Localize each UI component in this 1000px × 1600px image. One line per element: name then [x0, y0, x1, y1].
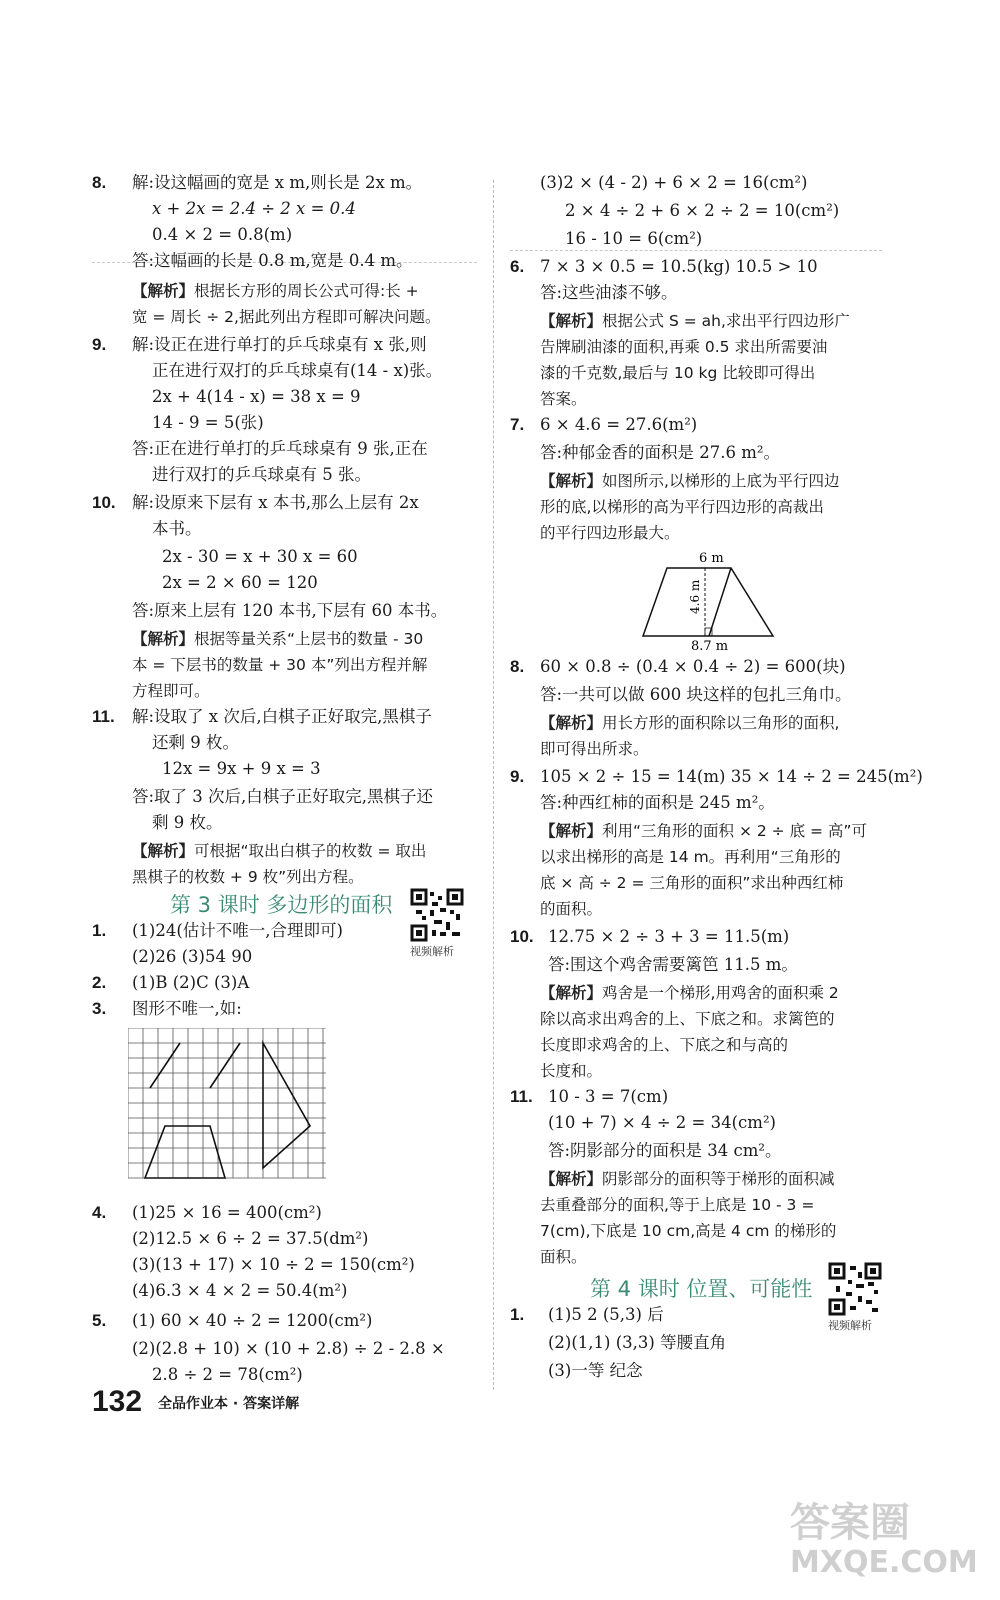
q11-note1	[132, 840, 426, 862]
s4-line3: (3)(13 + 17) × 10 ÷ 2 = 150(cm²)	[132, 1255, 415, 1274]
r-divider	[510, 250, 882, 251]
r-q7-note-tag: 【解析】	[540, 472, 603, 490]
q10-note1	[132, 628, 423, 650]
q11-note-tag: 【解析】	[132, 842, 195, 860]
q8-line2: x + 2x = 2.4 ÷ 2 x = 0.4	[152, 199, 356, 218]
r-q9-note-text1: 利用“三角形的面积 × 2 ÷ 底 = 高”可	[602, 822, 867, 840]
section3-qr-caption: 视频解析	[410, 945, 454, 958]
r-t1-line1: (1)5 2 (5,3) 后	[548, 1305, 664, 1324]
q10-note-text1: 根据等量关系“上层书的数量 - 30	[194, 630, 424, 648]
r-q7-note1	[540, 470, 839, 492]
q11-number: 11.	[92, 707, 115, 726]
shape-segment-1	[150, 1043, 180, 1088]
r-q6-number: 6.	[510, 257, 525, 276]
r-q10-note-text1: 鸡舍是一个梯形,用鸡舍的面积乘 2	[602, 984, 839, 1002]
fig-top-label: 6 m	[699, 551, 724, 566]
r-q8-note-text1: 用长方形的面积除以三角形的面积,	[602, 714, 840, 732]
r-q7-note-text1: 如图所示,以梯形的上底为平行四边	[602, 472, 840, 490]
r-q11-note-text1: 阴影部分的面积等于梯形的面积减	[602, 1170, 835, 1188]
r-q10-note2: 除以高求出鸡舍的上、下底之和。求篱笆的	[540, 1010, 835, 1028]
q10-line5: 答:原来上层有 120 本书,下层有 60 本书。	[132, 601, 448, 620]
s4-line2: (2)12.5 × 6 ÷ 2 = 37.5(dm²)	[132, 1229, 369, 1248]
section4-title: 第 4 课时 位置、可能性	[590, 1277, 813, 1301]
r-q6-note-tag: 【解析】	[540, 312, 603, 330]
r-q11-note2: 去重叠部分的面积,等于上底是 10 - 3 =	[540, 1196, 815, 1214]
r-q9-line2: 答:种西红柿的面积是 245 m²。	[540, 793, 775, 812]
r-q11-note3: 7(cm),下底是 10 cm,高是 4 cm 的梯形的	[540, 1222, 837, 1240]
r-q6-line1: 7 × 3 × 0.5 = 10.5(kg) 10.5 > 10	[540, 257, 818, 276]
q10-note2: 本 = 下层书的数量 + 30 本”列出方程并解	[132, 656, 428, 674]
q10-line4: 2x = 2 × 60 = 120	[162, 573, 318, 592]
q10-note3: 方程即可。	[132, 682, 210, 700]
r-q11-line2: (10 + 7) × 4 ÷ 2 = 34(cm²)	[548, 1113, 776, 1132]
r-q6-note-text1: 根据公式 S = ah,求出平行四边形广	[602, 312, 850, 330]
q9-line4: 14 - 9 = 5(张)	[152, 413, 264, 432]
watermark-url: MXQE.COM	[790, 1545, 978, 1580]
shape-segment-2	[210, 1043, 240, 1088]
q11-line5: 剩 9 枚。	[152, 813, 223, 832]
q11-note-text1: 可根据“取出白棋子的枚数 = 取出	[194, 842, 427, 860]
watermark-logo-text: 答案圈	[790, 1500, 910, 1546]
fig-height-label: 4.6 m	[688, 579, 702, 614]
r-q9-note2: 以求出梯形的高是 14 m。再利用“三角形的	[540, 848, 841, 866]
q8-line1: 解:设这幅画的宽是 x m,则长是 2x m。	[132, 173, 423, 192]
r-q10-line2: 答:围这个鸡舍需要篱笆 11.5 m。	[548, 955, 798, 974]
r-q10-note1	[540, 982, 839, 1004]
r-q9-note1	[540, 820, 867, 842]
s4-line4: (4)6.3 × 4 × 2 = 50.4(m²)	[132, 1281, 348, 1300]
r-q11-note4: 面积。	[540, 1248, 587, 1266]
s5-line3: 2.8 ÷ 2 = 78(cm²)	[152, 1365, 303, 1384]
q10-line2: 本书。	[152, 519, 202, 538]
s5-line2: (2)(2.8 + 10) × (10 + 2.8) ÷ 2 - 2.8 ×	[132, 1339, 445, 1358]
s4-line1: (1)25 × 16 = 400(cm²)	[132, 1203, 322, 1222]
shape-trapezoid	[145, 1126, 225, 1178]
shape-triangle	[263, 1043, 310, 1168]
q8-line4: 答:这幅画的长是 0.8 m,宽是 0.4 m。	[132, 251, 413, 270]
r-q6-note4: 答案。	[540, 390, 587, 408]
q9-line5: 答:正在进行单打的乒乓球桌有 9 张,正在	[132, 439, 428, 458]
r-q10-note3: 长度即求鸡舍的上、下底之和与高的	[540, 1036, 789, 1054]
r-t1-line3: (3)一等 纪念	[548, 1361, 643, 1380]
r-q8-note2: 即可得出所求。	[540, 740, 649, 758]
fig-bottom-label: 8.7 m	[691, 639, 729, 652]
r-q10-number: 10.	[510, 927, 534, 946]
r-q6-note2: 告牌刷油漆的面积,再乘 0.5 求出所需要油	[540, 338, 828, 356]
r-q11-number: 11.	[510, 1087, 533, 1106]
drawn-shapes	[145, 1043, 310, 1178]
q9-line6: 进行双打的乒乓球桌有 5 张。	[152, 465, 371, 484]
q9-number: 9.	[92, 335, 107, 354]
r-cont-line2: 2 × 4 ÷ 2 + 6 × 2 ÷ 2 = 10(cm²)	[565, 201, 840, 220]
fig-cut-line	[709, 568, 731, 636]
r-q9-note-tag: 【解析】	[540, 822, 603, 840]
q9-line3: 2x + 4(14 - x) = 38 x = 9	[152, 387, 361, 406]
r-q9-note3: 底 × 高 ÷ 2 = 三角形的面积”求出种西红柿	[540, 874, 844, 892]
q8-note1	[132, 280, 419, 302]
section3-title: 第 3 课时 多边形的面积	[170, 893, 393, 917]
grid-shapes-figure	[128, 1028, 328, 1182]
q11-line2: 还剩 9 枚。	[152, 733, 239, 752]
qr-code-icon[interactable]	[828, 1262, 882, 1316]
s1-line2: (2)26 (3)54 90	[132, 947, 253, 966]
trapezoid-figure	[635, 548, 785, 652]
q11-note2: 黑棋子的枚数 + 9 枚”列出方程。	[132, 868, 364, 886]
r-q11-line1: 10 - 3 = 7(cm)	[548, 1087, 669, 1106]
q11-line3: 12x = 9x + 9 x = 3	[162, 759, 321, 778]
q10-note-tag: 【解析】	[132, 630, 195, 648]
r-q8-line2: 答:一共可以做 600 块这样的包扎三角巾。	[540, 685, 852, 704]
q8-number: 8.	[92, 173, 107, 192]
page-number: 132	[92, 1385, 143, 1418]
q10-line3: 2x - 30 = x + 30 x = 60	[162, 547, 358, 566]
section4-qr-caption: 视频解析	[828, 1319, 872, 1332]
r-q7-line2: 答:种郁金香的面积是 27.6 m²。	[540, 443, 781, 462]
q8-note-tag: 【解析】	[132, 282, 195, 300]
column-divider	[493, 180, 494, 1390]
r-q8-note-tag: 【解析】	[540, 714, 603, 732]
r-q6-note1	[540, 310, 850, 332]
r-q9-note4: 的面积。	[540, 900, 603, 918]
r-q7-note3: 的平行四边形最大。	[540, 524, 680, 542]
r-q8-line1: 60 × 0.8 ÷ (0.4 × 0.4 ÷ 2) = 600(块)	[540, 657, 846, 676]
r-q9-number: 9.	[510, 767, 525, 786]
q9-line1: 解:设正在进行单打的乒乓球桌有 x 张,则	[132, 335, 427, 354]
s2-number: 2.	[92, 973, 107, 992]
r-t1-number: 1.	[510, 1305, 525, 1324]
r-q6-note3: 漆的千克数,最后与 10 kg 比较即可得出	[540, 364, 816, 382]
r-cont-line1: (3)2 × (4 - 2) + 6 × 2 = 16(cm²)	[540, 173, 808, 192]
watermark	[790, 1500, 978, 1580]
qr-code-icon[interactable]	[410, 888, 464, 942]
s1-number: 1.	[92, 921, 107, 940]
r-q7-number: 7.	[510, 415, 525, 434]
s3-line1: 图形不唯一,如:	[132, 999, 242, 1018]
s1-line1: (1)24(估计不唯一,合理即可)	[132, 921, 343, 940]
q10-line1: 解:设原来下层有 x 本书,那么上层有 2x	[132, 493, 419, 512]
fig-trapezoid	[643, 568, 773, 636]
r-q8-number: 8.	[510, 657, 525, 676]
r-q11-note-tag: 【解析】	[540, 1170, 603, 1188]
r-q11-note1	[540, 1168, 835, 1190]
s3-number: 3.	[92, 999, 107, 1018]
footer-title: 全品作业本 · 答案详解	[158, 1396, 300, 1412]
s5-line1: (1) 60 × 40 ÷ 2 = 1200(cm²)	[132, 1311, 373, 1330]
r-q10-line1: 12.75 × 2 ÷ 3 + 3 = 11.5(m)	[548, 927, 790, 946]
q8-note2: 宽 = 周长 ÷ 2,据此列出方程即可解决问题。	[132, 308, 441, 326]
r-q7-note2: 形的底,以梯形的高为平行四边形的高裁出	[540, 498, 824, 516]
s5-number: 5.	[92, 1311, 107, 1330]
r-q9-line1: 105 × 2 ÷ 15 = 14(m) 35 × 14 ÷ 2 = 245(m²)	[540, 767, 923, 786]
s4-number: 4.	[92, 1203, 107, 1222]
r-t1-line2: (2)(1,1) (3,3) 等腰直角	[548, 1333, 727, 1352]
r-cont-line3: 16 - 10 = 6(cm²)	[565, 229, 703, 248]
q11-line4: 答:取了 3 次后,白棋子正好取完,黑棋子还	[132, 787, 434, 806]
r-q8-note1	[540, 712, 839, 734]
q10-number: 10.	[92, 493, 116, 512]
r-q10-note-tag: 【解析】	[540, 984, 603, 1002]
r-q7-line1: 6 × 4.6 = 27.6(m²)	[540, 415, 698, 434]
q8-line3: 0.4 × 2 = 0.8(m)	[152, 225, 293, 244]
q9-line2: 正在进行双打的乒乓球桌有(14 - x)张。	[152, 361, 443, 380]
r-q10-note4: 长度和。	[540, 1062, 603, 1080]
q11-line1: 解:设取了 x 次后,白棋子正好取完,黑棋子	[132, 707, 432, 726]
q8-note-text1: 根据长方形的周长公式可得:长 +	[194, 282, 419, 300]
s2-line1: (1)B (2)C (3)A	[132, 973, 250, 992]
r-q6-line2: 答:这些油漆不够。	[540, 283, 678, 302]
r-q11-line3: 答:阴影部分的面积是 34 cm²。	[548, 1141, 782, 1160]
